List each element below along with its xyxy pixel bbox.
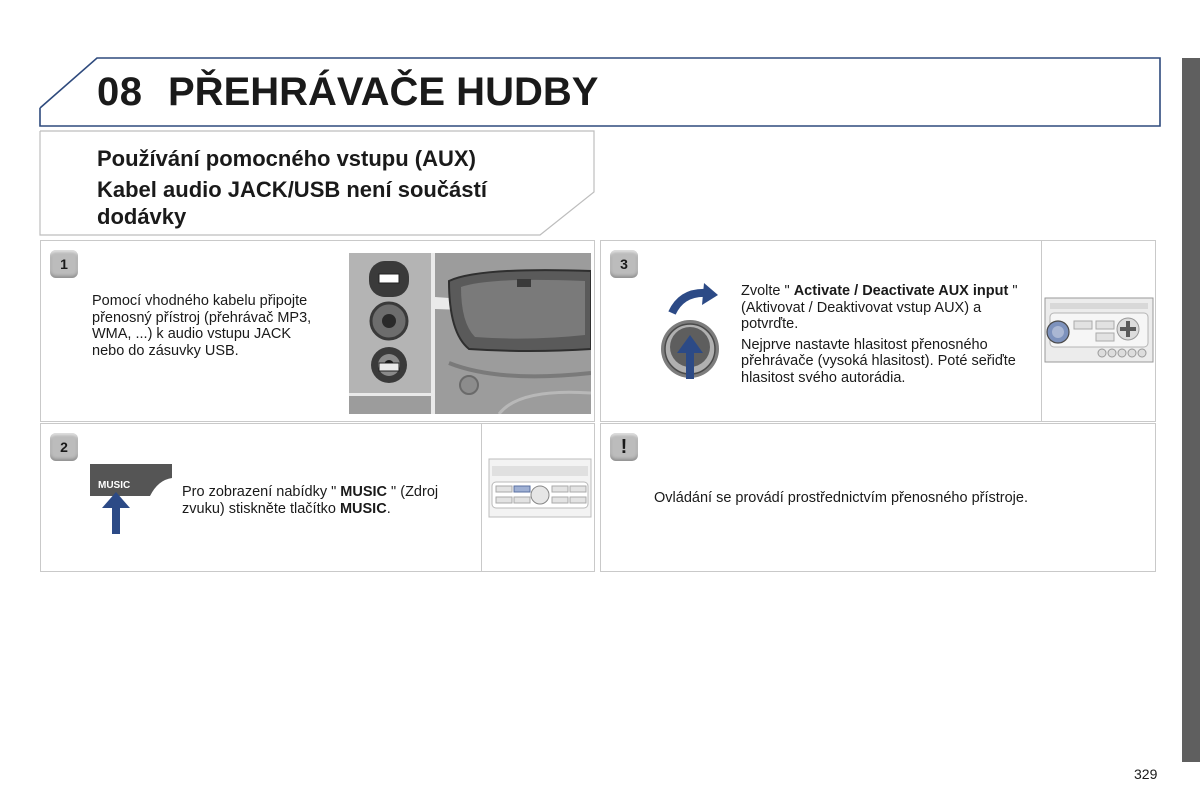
step-3-text-prefix: Zvolte " (741, 283, 794, 299)
radio-unit-illustration (1044, 297, 1154, 363)
section-title (97, 145, 577, 230)
section-title-line3: dodávky (97, 204, 187, 229)
side-tab-marker (1182, 58, 1200, 762)
note-text: Ovládání se provádí prostřednictvím přenosného přístroje. (654, 490, 1028, 506)
rotary-knob-icon (656, 283, 728, 383)
page-number: 329 (1134, 766, 1158, 782)
step-2-text-suffix: . (386, 500, 391, 517)
radio-front-panel-illustration (488, 458, 592, 518)
exclamation-icon: ! (610, 433, 638, 461)
music-button-label: MUSIC (98, 480, 131, 491)
step-3-text-para2: Nejprve nastavte hlasitost přenosného přehrávače (vysoká hlasitost). Poté seřiďte hlasitost svého autorádia. (741, 336, 1016, 386)
step-3-text-bold: Activate / Deactivate AUX input (793, 283, 1009, 299)
step-2-divider (481, 424, 482, 571)
note-card (600, 423, 1156, 572)
step-3-text (741, 283, 1031, 386)
step-1-text: Pomocí vhodného kabelu připojte přenosný přístroj (přehrávač MP3, WMA, ...) k audio vstupu JACK nebo do zásuvky USB. (92, 293, 312, 359)
step-2-text (182, 484, 477, 517)
step-2-text-bold1: MUSIC (340, 484, 388, 500)
step-3-badge: 3 (610, 250, 638, 278)
music-button-icon (86, 462, 174, 534)
section-title-line2: Kabel audio JACK/USB není součástí (97, 177, 487, 202)
step-2-badge: 2 (50, 433, 78, 461)
chapter-title: PŘEHRÁVAČE HUDBY (168, 70, 599, 114)
step-1-badge: 1 (50, 250, 78, 278)
chapter-number: 08 (97, 70, 143, 114)
section-title-line1: Používání pomocného vstupu (AUX) (97, 146, 476, 171)
step-2-text-middle: " (Zdroj zvuku) stiskněte tlačítko (182, 484, 439, 517)
step-2-card (40, 423, 595, 572)
step-2-text-bold2: MUSIC (339, 500, 387, 517)
step-3-divider (1041, 241, 1042, 421)
step-3-text-suffix: " (Aktivovat / Deaktivovat vstup AUX) a potvrďte. (741, 283, 1018, 332)
step-2-text-prefix: Pro zobrazení nabídky " (182, 484, 341, 500)
step-1-card (40, 240, 595, 422)
step-3-card (600, 240, 1156, 422)
aux-usb-ports-illustration (349, 253, 591, 414)
